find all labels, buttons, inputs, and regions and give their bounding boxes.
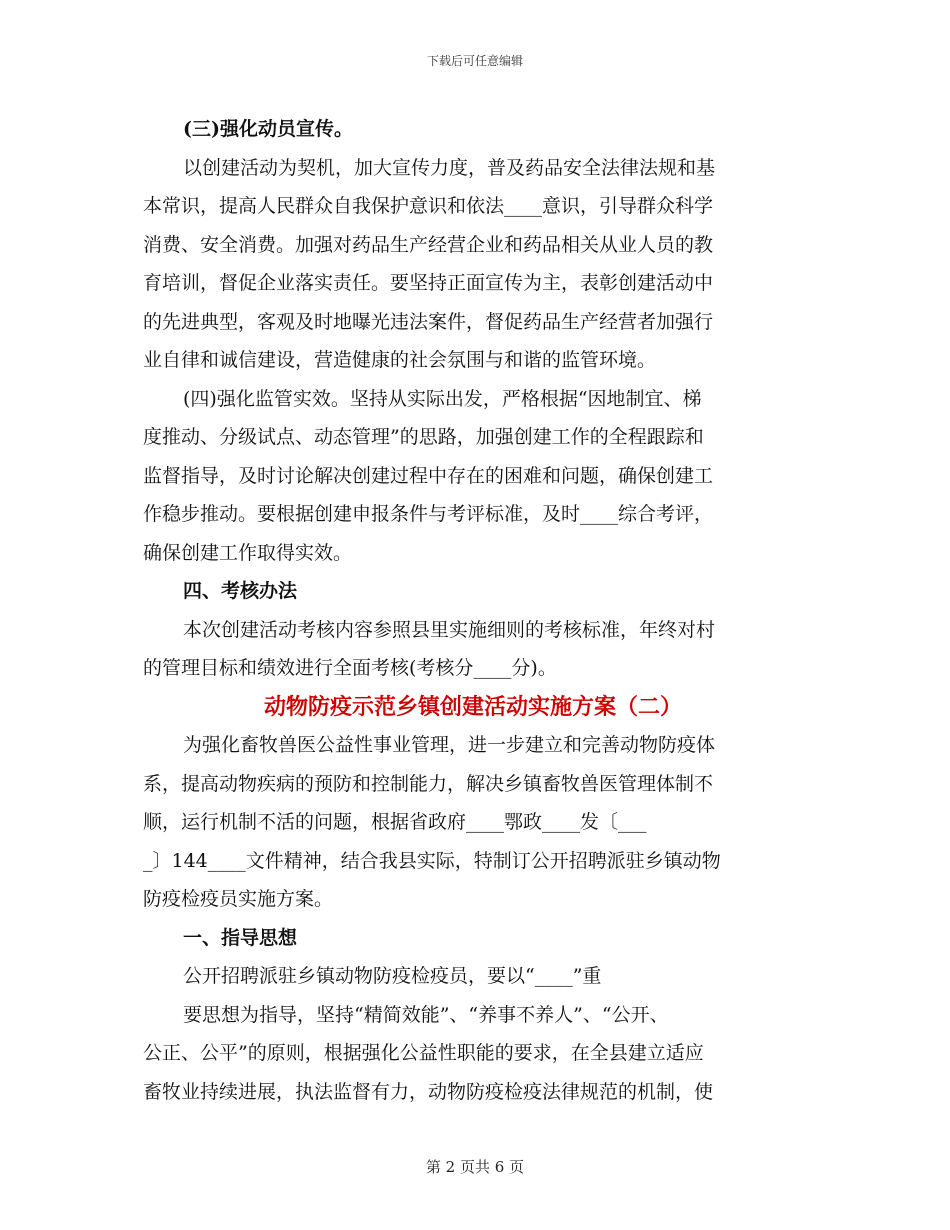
paragraph-line: 的管理目标和绩效进行全面考核(考核分____分)。 <box>143 657 557 679</box>
section-heading-4: 四、考核办法 <box>183 580 298 602</box>
paragraph-line: 确保创建工作取得实效。 <box>143 541 353 564</box>
paragraph-line: 度推动、分级试点、动态管理”的思路，加强创建工作的全程跟踪和 <box>143 426 704 448</box>
paragraph-line: 系，提高动物疾病的预防和控制能力，解决乡镇畜牧兽医管理体制不 <box>143 772 714 795</box>
paragraph-line: 业自律和诚信建设，营造健康的社会氛围与和谐的监管环境。 <box>143 349 657 371</box>
paragraph-line: 顺，运行机制不活的问题，根据省政府____鄂政____发〔___ <box>143 811 647 833</box>
paragraph-line: _〕144____文件精神，结合我县实际，特制订公开招聘派驻乡镇动物 <box>143 849 721 872</box>
paragraph-line: 作稳步推动。要根据创建申报条件与考评标准，及时____综合考评， <box>143 503 714 525</box>
paragraph-line: 防疫检疫员实施方案。 <box>143 888 334 910</box>
paragraph-line: (四)强化监管实效。坚持从实际出发，严格根据“因地制宜、梯 <box>183 387 702 410</box>
paragraph-line: 公开招聘派驻乡镇动物防疫检疫员，要以“____”重 <box>183 965 602 987</box>
document-title: 动物防疫示范乡镇创建活动实施方案（二） <box>263 693 682 720</box>
page-header: 下载后可任意编辑 <box>426 54 523 68</box>
paragraph-line: 的先进典型，客观及时地曝光违法案件，督促药品生产经营者加强行 <box>143 310 714 333</box>
section-heading-guiding-thought: 一、指导思想 <box>183 926 298 949</box>
paragraph-line: 本次创建活动考核内容参照县里实施细则的考核标准，年终对村 <box>183 618 716 641</box>
paragraph-line: 公正、公平”的原则，根据强化公益性职能的要求，在全县建立适应 <box>143 1042 704 1064</box>
paragraph-line: 以创建活动为契机，加大宣传力度，普及药品安全法律法规和基 <box>183 156 716 179</box>
paragraph-line: 本常识，提高人民群众自我保护意识和依法____意识，引导群众科学 <box>143 195 714 217</box>
section-heading-3: (三)强化动员宣传。 <box>183 118 353 140</box>
paragraph-line: 消费、安全消费。加强对药品生产经营企业和药品相关从业人员的教 <box>143 233 714 256</box>
page-number: 第 2 页共 6 页 <box>425 1158 525 1176</box>
paragraph-line: 育培训，督促企业落实责任。要坚持正面宣传为主，表彰创建活动中 <box>143 272 714 294</box>
document-body <box>143 110 803 1111</box>
paragraph-line: 监督指导，及时讨论解决创建过程中存在的困难和问题，确保创建工 <box>143 464 714 487</box>
paragraph-line: 为强化畜牧兽医公益性事业管理，进一步建立和完善动物防疫体 <box>183 734 716 756</box>
paragraph-line: 畜牧业持续进展，执法监督有力，动物防疫检疫法律规范的机制，使 <box>143 1080 714 1103</box>
paragraph-line: 要思想为指导，坚持“精简效能”、“养事不养人”、“公开、 <box>183 1003 669 1026</box>
